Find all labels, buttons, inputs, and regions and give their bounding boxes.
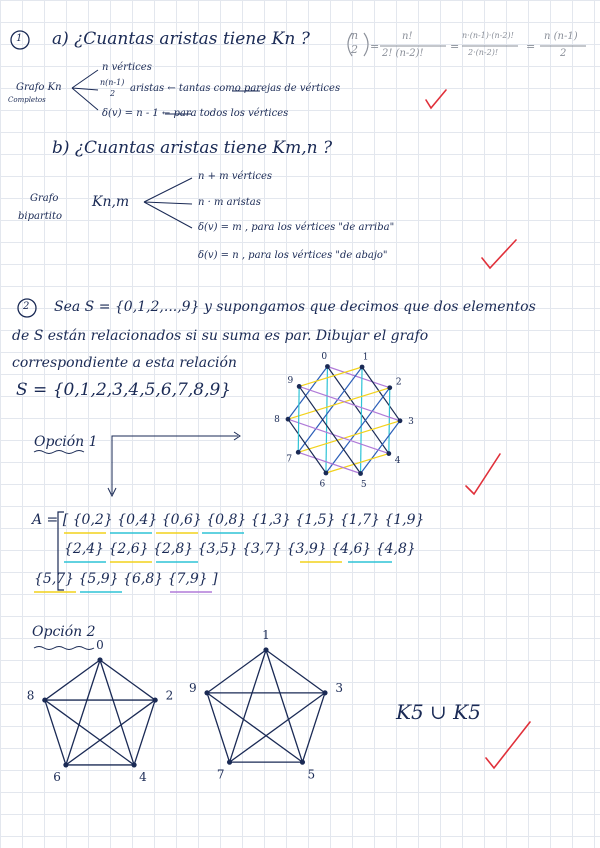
k5-edge <box>230 650 266 762</box>
bip-label-1: Grafo <box>30 193 59 204</box>
eq-sign-3: = <box>526 40 536 53</box>
eq-sign-2: = <box>450 40 460 53</box>
k5-edge <box>230 693 325 762</box>
eq-rhs3-num: n (n-1) <box>544 31 578 42</box>
k5-edge <box>207 650 266 693</box>
q2-statement-1: Sea S = {0,1,2,...,9} y supongamos que decimos que dos elementos <box>54 299 536 315</box>
set-a-row-3: {5,7} {5,9} {6,8} {7,9} ] <box>34 571 218 587</box>
kn-line-aristas: aristas ← tantas como parejas de vértices <box>130 83 341 94</box>
bip-label-2: bipartito <box>18 211 62 222</box>
k5-edge <box>45 700 66 765</box>
k5-vertex <box>63 762 68 767</box>
k5-vertex <box>263 647 268 652</box>
relation-vertex-label: 4 <box>394 456 401 467</box>
binom-top: n <box>351 29 359 42</box>
eq-rhs2-num: n·(n-1)·(n-2)! <box>462 31 514 40</box>
q2-number: 2 <box>23 301 30 312</box>
set-definition: S = {0,1,2,3,4,5,6,7,8,9} <box>16 380 232 400</box>
eq-rhs1-num: n! <box>402 31 413 42</box>
k5-edge <box>207 693 302 762</box>
k5-vertex <box>131 762 136 767</box>
k5-vertex-label: 9 <box>188 681 197 696</box>
knm-line-vertices: n + m vértices <box>198 171 273 182</box>
relation-vertex-label: 1 <box>362 352 369 363</box>
completos-label: Completos <box>8 96 46 104</box>
k5-edge <box>266 650 302 762</box>
eq-rhs2-den: 2·(n-2)! <box>468 48 499 57</box>
q1a-title: a) ¿Cuantas aristas tiene Kn ? <box>52 29 310 49</box>
q2-statement-3: correspondiente a esta relación <box>12 355 237 371</box>
q1b-title: b) ¿Cuantas aristas tiene Km,n ? <box>52 138 333 158</box>
relation-vertex-label: 2 <box>395 377 402 388</box>
k5-edge <box>266 650 325 693</box>
eq-sign-1: = <box>370 40 380 53</box>
knm-line-degree-bottom: δ(v) = n , para los vértices "de abajo" <box>198 250 388 261</box>
k5-vertex-label: 3 <box>335 681 344 696</box>
k5-edge <box>66 700 155 765</box>
kn-frac-den: 2 <box>110 89 116 98</box>
k5-edge <box>207 693 230 762</box>
relation-vertex-label: 5 <box>360 480 367 491</box>
k5-edge <box>66 660 100 765</box>
q2-statement-2: de S están relacionados si su suma es par. Dibujar el grafo <box>12 328 429 344</box>
k5-edge <box>302 693 325 762</box>
k5-vertex-label: 7 <box>216 767 225 782</box>
k5-vertex <box>153 697 158 702</box>
set-a-row-2: {2,4} {2,6} {2,8} {3,5} {3,7} {3,9} {4,6} {4,8} <box>64 541 416 557</box>
option2-label: Opción 2 <box>32 624 96 640</box>
k5-vertex <box>300 760 305 765</box>
set-a-row-1: A = [ {0,2} {0,4} {0,6} {0,8} {1,3} {1,5} {1,7} {1,9} <box>32 512 425 528</box>
knm-line-aristas: n · m aristas <box>198 197 261 208</box>
k5-edge <box>45 700 134 765</box>
grafo-kn-label: Grafo Kn <box>16 82 62 93</box>
k5-edge <box>100 660 155 700</box>
bip-name: Kn,m <box>92 194 130 210</box>
relation-vertex-label: 8 <box>274 415 280 426</box>
k5-vertex-label: 1 <box>262 628 270 642</box>
k5-vertex <box>322 690 327 695</box>
k5-vertex-label: 5 <box>307 767 316 782</box>
knm-line-degree-top: δ(v) = m , para los vértices "de arriba" <box>198 222 395 233</box>
k5-edge <box>134 700 155 765</box>
relation-vertex-label: 9 <box>287 375 294 386</box>
eq-rhs1-den: 2! (n-2)! <box>382 48 424 59</box>
k5-union-label: K5 ∪ K5 <box>396 700 481 724</box>
k5-edge <box>100 660 134 765</box>
k5-vertex <box>204 690 209 695</box>
k5-vertex <box>97 657 102 662</box>
relation-vertex-label: 6 <box>319 479 326 490</box>
binom-bottom: 2 <box>351 43 358 56</box>
k5-vertex <box>227 760 232 765</box>
relation-vertex-label: 0 <box>321 351 328 362</box>
k5-vertex-label: 0 <box>96 638 104 652</box>
kn-line-vertices: n vértices <box>102 62 152 73</box>
q1-number: 1 <box>16 33 23 44</box>
eq-rhs3-den: 2 <box>560 48 567 59</box>
kn-frac-num: n(n-1) <box>100 78 125 87</box>
relation-vertex-label: 3 <box>408 416 414 427</box>
k5-vertex-label: 2 <box>165 688 174 703</box>
option1-label: Opción 1 <box>34 434 98 450</box>
k5-vertex-label: 6 <box>53 770 61 785</box>
k5-vertex-label: 8 <box>26 688 35 703</box>
k5-edge <box>45 660 100 700</box>
kn-line-degree: δ(v) = n - 1 ← para todos los vértices <box>102 108 289 119</box>
k5-vertex-label: 4 <box>139 770 147 785</box>
k5-vertex <box>42 697 47 702</box>
relation-vertex-label: 7 <box>286 454 293 465</box>
